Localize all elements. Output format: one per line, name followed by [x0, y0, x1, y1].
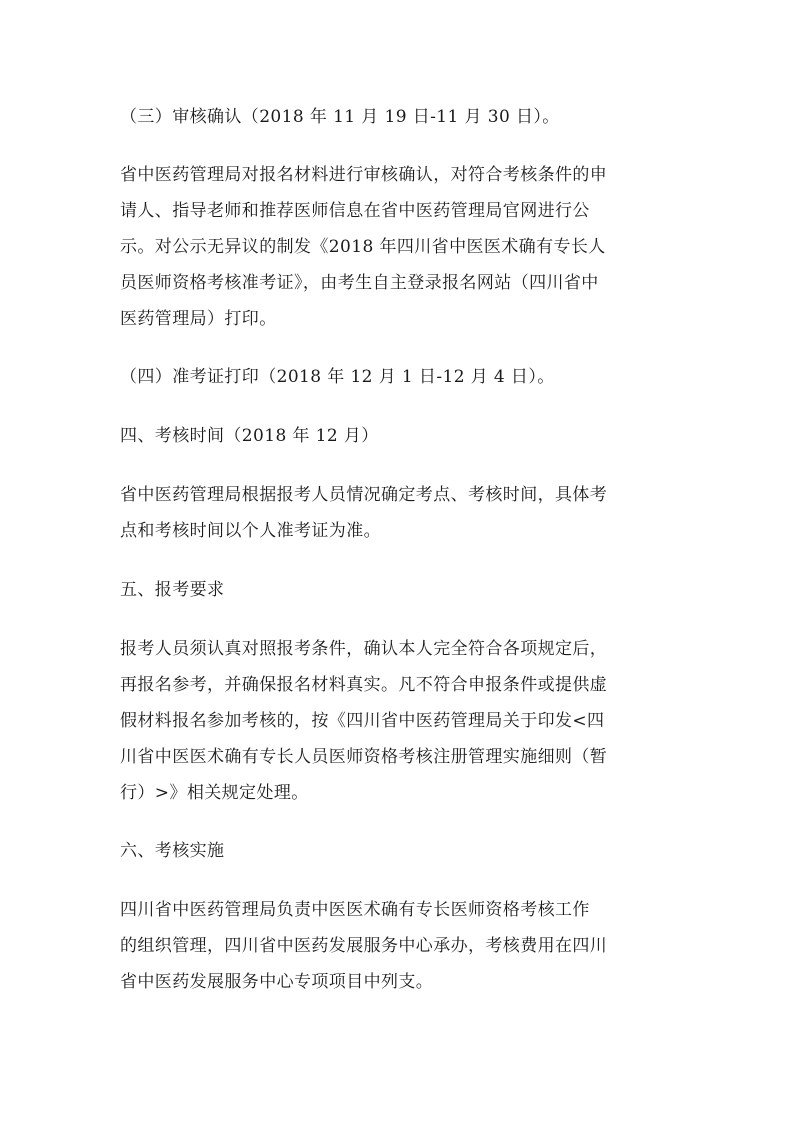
- section-heading-requirements: 五、报考要求: [120, 580, 225, 600]
- paragraph-line: 假材料报名参加考核的，按《四川省中医药管理局关于印发<四: [120, 711, 605, 731]
- paragraph-line: 员医师资格考核准考证》，由考生自主登录报名网站（四川省中: [120, 273, 599, 293]
- paragraph-line: 省中医药发展服务中心专项项目中列支。: [120, 972, 434, 992]
- subsection-heading-admission-ticket: （四）准考证打印（2018 年 12 月 1 日-12 月 4 日）。: [120, 367, 555, 387]
- paragraph-line: 请人、指导老师和推荐医师信息在省中医药管理局官网进行公: [120, 201, 590, 221]
- paragraph-line: 行）>》相关规定处理。: [120, 783, 309, 803]
- subsection-heading-review: （三）审核确认（2018 年 11 月 19 日-11 月 30 日）。: [120, 107, 560, 127]
- section-heading-exam-time: 四、考核时间（2018 年 12 月）: [120, 426, 379, 446]
- paragraph-line: 川省中医医术确有专长人员医师资格考核注册管理实施细则（暂: [120, 747, 608, 767]
- paragraph-line: 省中医药管理局对报名材料进行审核确认，对符合考核条件的申: [120, 165, 608, 185]
- paragraph-line: 的组织管理，四川省中医药发展服务中心承办，考核费用在四川: [120, 936, 608, 956]
- paragraph-line: 再报名参考，并确保报名材料真实。凡不符合申报条件或提供虚: [120, 675, 608, 695]
- paragraph-line: 医药管理局）打印。: [120, 309, 277, 329]
- paragraph-line: 点和考核时间以个人准考证为准。: [120, 521, 381, 541]
- paragraph-line: 示。对公示无异议的制发《2018 年四川省中医医术确有专长人: [120, 237, 606, 257]
- paragraph-line: 省中医药管理局根据报考人员情况确定考点、考核时间，具体考: [120, 485, 608, 505]
- paragraph-line: 报考人员须认真对照报考条件，确认本人完全符合各项规定后，: [120, 639, 608, 659]
- section-heading-implementation: 六、考核实施: [120, 841, 225, 861]
- paragraph-line: 四川省中医药管理局负责中医医术确有专长医师资格考核工作: [120, 900, 590, 920]
